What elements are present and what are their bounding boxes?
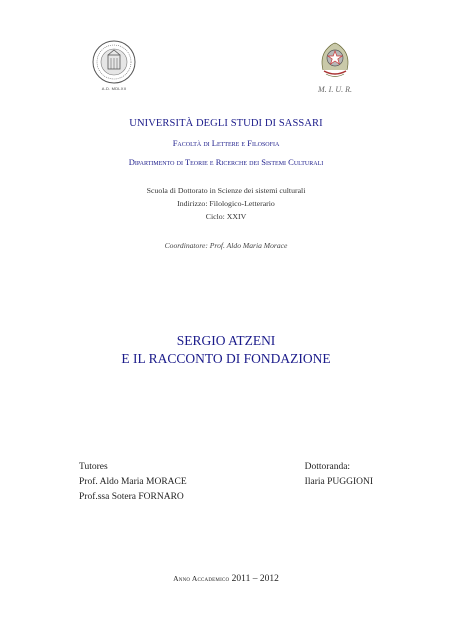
- university-seal-icon: [92, 40, 136, 84]
- seal-caption: A.D. MDLXII: [101, 86, 127, 91]
- tutors-heading: Tutores: [79, 462, 108, 472]
- tutors-block: [79, 460, 187, 505]
- miur-label: M. I. U. R.: [318, 85, 352, 94]
- cycle: Ciclo: XXIV: [205, 212, 247, 221]
- candidate-heading: Dottoranda:: [304, 462, 351, 472]
- coordinator: Coordinatore: Prof. Aldo Maria Morace: [164, 241, 288, 250]
- candidate-block: [305, 460, 373, 490]
- italian-republic-emblem-icon: [318, 40, 352, 80]
- department-name: Dipartimento di Teorie e Ricerche dei Sistemi Culturali: [128, 157, 324, 167]
- doctoral-school: Scuola di Dottorato in Scienze dei sistemi culturali: [146, 186, 306, 195]
- track: Indirizzo: Filologico-Letterario: [177, 199, 275, 208]
- academic-year-value: 2011 – 2012: [231, 574, 279, 584]
- academic-year: [0, 574, 452, 584]
- candidate-name: Ilaria PUGGIONI: [304, 477, 373, 487]
- tutor-name: Prof.ssa Sotera FORNARO: [79, 492, 184, 502]
- thesis-title-line-2: E IL RACCONTO DI FONDAZIONE: [121, 351, 331, 366]
- tutor-name: Prof. Aldo Maria MORACE: [79, 477, 187, 487]
- university-name: UNIVERSITÀ DEGLI STUDI DI SASSARI: [129, 118, 323, 129]
- academic-year-label: Anno Accademico: [173, 574, 230, 583]
- faculty-name: Facoltà di Lettere e Filosofia: [172, 138, 280, 148]
- thesis-title-line-1: SERGIO ATZENI: [176, 333, 276, 348]
